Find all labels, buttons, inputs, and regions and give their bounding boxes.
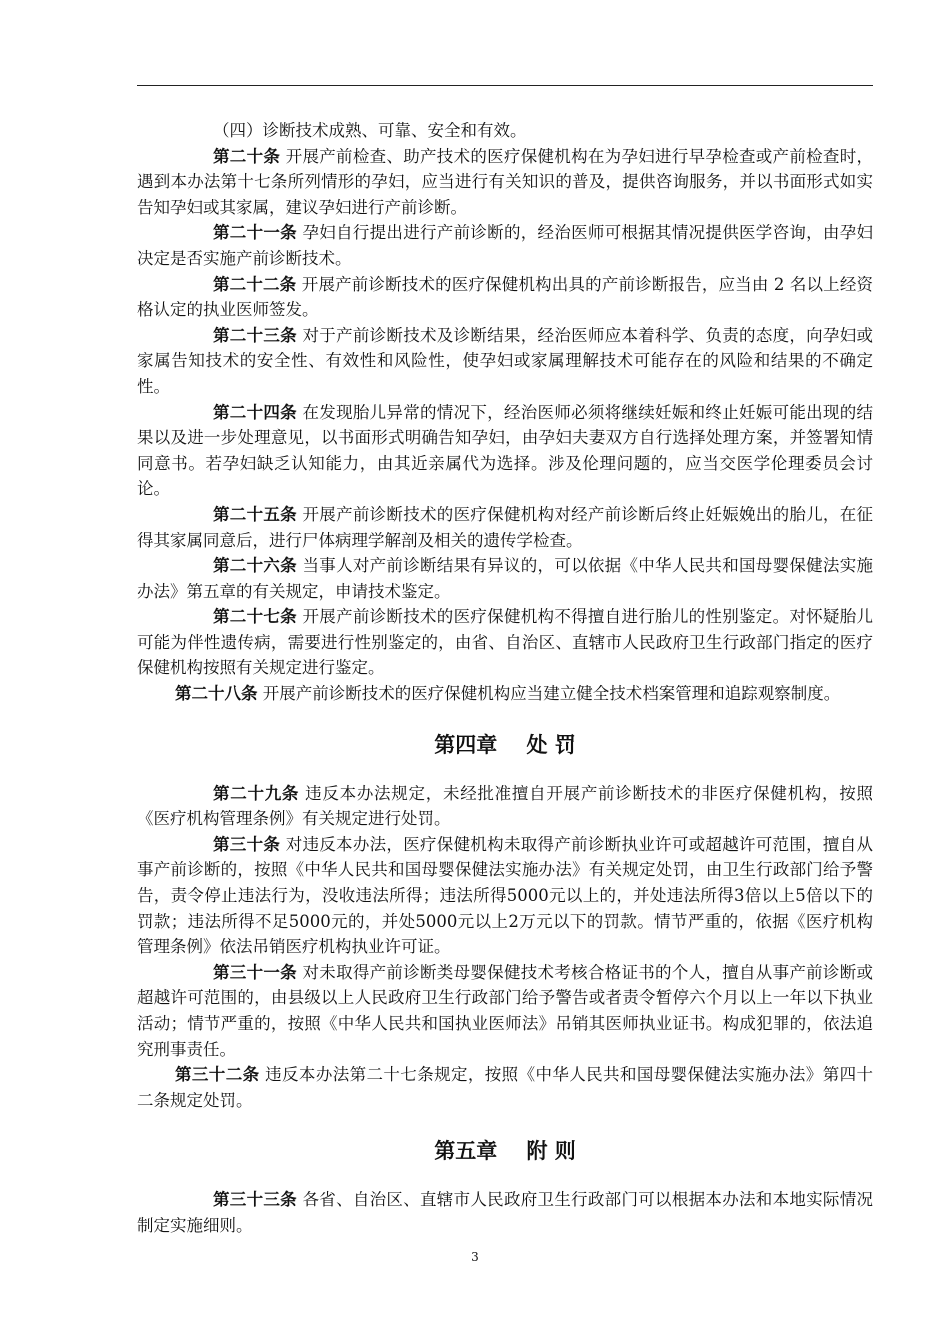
paragraph-item-4 [137, 118, 873, 144]
chapter3-continuation [137, 118, 873, 707]
article-label: 第二十一条 [213, 223, 297, 243]
article-label: 第二十九条 [213, 783, 300, 803]
article-label: 第二十五条 [213, 504, 297, 524]
article-text: 开展产前检查、助产技术的医疗保健机构在为孕妇进行早孕检查或产前检查时，遇到本办法第十七条所列情形的孕妇，应当进行有关知识的普及，提供咨询服务，并以书面形式如实告知孕妇或其家属，建议孕妇进行产前诊断。 [137, 146, 873, 217]
article-label: 第三十一条 [213, 962, 297, 982]
paragraph-article-32 [137, 1062, 873, 1113]
header-rule [137, 85, 873, 86]
article-text: 违反本办法规定，未经批准擅自开展产前诊断技术的非医疗保健机构，按照《医疗机构管理条例》有关规定进行处罚。 [137, 783, 873, 829]
article-text: 孕妇自行提出进行产前诊断的，经治医师可根据其情况提供医学咨询，由孕妇决定是否实施产前诊断技术。 [137, 223, 874, 268]
paragraph-article-24 [137, 400, 873, 502]
article-label: 第二十四条 [213, 402, 297, 422]
paragraph-article-20 [137, 144, 873, 221]
article-text: 对未取得产前诊断类母婴保健技术考核合格证书的个人，擅自从事产前诊断或超越许可范围的，由县级以上人民政府卫生行政部门给予警告或者责令暂停六个月以上一年以下执业活动；情节严重的，按照《中华人民共和国执业医师法》吊销其医师执业证书。构成犯罪的，依法追究刑事责任。 [137, 962, 874, 1059]
paragraph-article-28 [137, 681, 873, 707]
article-text: 开展产前诊断技术的医疗保健机构应当建立健全技术档案管理和追踪观察制度。 [257, 684, 841, 704]
paragraph-article-29 [137, 781, 873, 832]
paragraph-article-27 [137, 604, 873, 681]
paragraph-article-30 [137, 832, 873, 960]
article-text: 对违反本办法，医疗保健机构未取得产前诊断执业许可或超越许可范围，擅自从事产前诊断的，按照《中华人民共和国母婴保健法实施办法》有关规定处罚，由卫生行政部门给予警告，责令停止违法行为，没收违法所得；违法所得5000元以上的，并处违法所得3倍以上5倍以下的罚款；违法所得不足5000元的，并处5000元以上2万元以下的罚款。情节严重的，依据《医疗机构管理条例》依法吊销医疗机构执业许可证。 [137, 834, 873, 957]
article-label: 第三十二条 [175, 1065, 260, 1085]
article-text: （四）诊断技术成熟、可靠、安全和有效。 [213, 121, 527, 140]
article-text: 在发现胎儿异常的情况下，经治医师必须将继续妊娠和终止妊娠可能出现的结果以及进一步处理意见，以书面形式明确告知孕妇，由孕妇夫妻双方自行选择处理方案，并签署知情同意书。若孕妇缺乏认知能力，由其近亲属代为选择。涉及伦理问题的，应当交医学伦理委员会讨论。 [137, 402, 874, 499]
paragraph-article-22 [137, 272, 873, 323]
chapter-4-heading: 第四章 处 罚 [434, 731, 576, 757]
article-label: 第二十条 [213, 146, 281, 166]
article-text: 开展产前诊断技术的医疗保健机构不得擅自进行胎儿的性别鉴定。对怀疑胎儿可能为伴性遗传病，需要进行性别鉴定的，由省、自治区、直辖市人民政府卫生行政部门指定的医疗保健机构按照有关规定进行鉴定。 [137, 607, 874, 678]
article-label: 第二十三条 [213, 325, 297, 345]
article-text: 各省、自治区、直辖市人民政府卫生行政部门可以根据本办法和本地实际情况制定实施细则。 [137, 1190, 874, 1235]
document-body [137, 118, 873, 1239]
article-label: 第二十八条 [175, 684, 258, 704]
paragraph-article-26 [137, 553, 873, 604]
paragraph-article-31 [137, 960, 873, 1062]
chapter4-articles [137, 781, 873, 1114]
chapter5-articles [137, 1187, 873, 1238]
article-text: 当事人对产前诊断结果有异议的，可以依据《中华人民共和国母婴保健法实施办法》第五章的有关规定，申请技术鉴定。 [137, 556, 874, 601]
article-label: 第二十二条 [213, 274, 297, 294]
article-text: 违反本办法第二十七条规定，按照《中华人民共和国母婴保健法实施办法》第四十二条规定处罚。 [137, 1065, 873, 1110]
article-text: 开展产前诊断技术的医疗保健机构对经产前诊断后终止妊娠娩出的胎儿，在征得其家属同意后，进行尸体病理学解剖及相关的遗传学检查。 [137, 504, 874, 550]
article-label: 第三十条 [213, 834, 281, 854]
article-label: 第二十六条 [213, 556, 297, 576]
article-label: 第二十七条 [213, 607, 297, 627]
article-text: 对于产前诊断技术及诊断结果，经治医师应本着科学、负责的态度，向孕妇或家属告知技术的安全性、有效性和风险性，使孕妇或家属理解技术可能存在的风险和结果的不确定性。 [137, 325, 874, 396]
page-number: 3 [471, 1250, 479, 1264]
paragraph-article-21 [137, 220, 873, 271]
paragraph-article-23 [137, 323, 873, 400]
article-text: 开展产前诊断技术的医疗保健机构出具的产前诊断报告，应当由 2 名以上经资格认定的执业医师签发。 [137, 274, 874, 320]
paragraph-article-33 [137, 1187, 873, 1238]
article-label: 第三十三条 [213, 1190, 297, 1210]
chapter-5-heading: 第五章 附 则 [434, 1138, 576, 1164]
paragraph-article-25 [137, 502, 873, 553]
